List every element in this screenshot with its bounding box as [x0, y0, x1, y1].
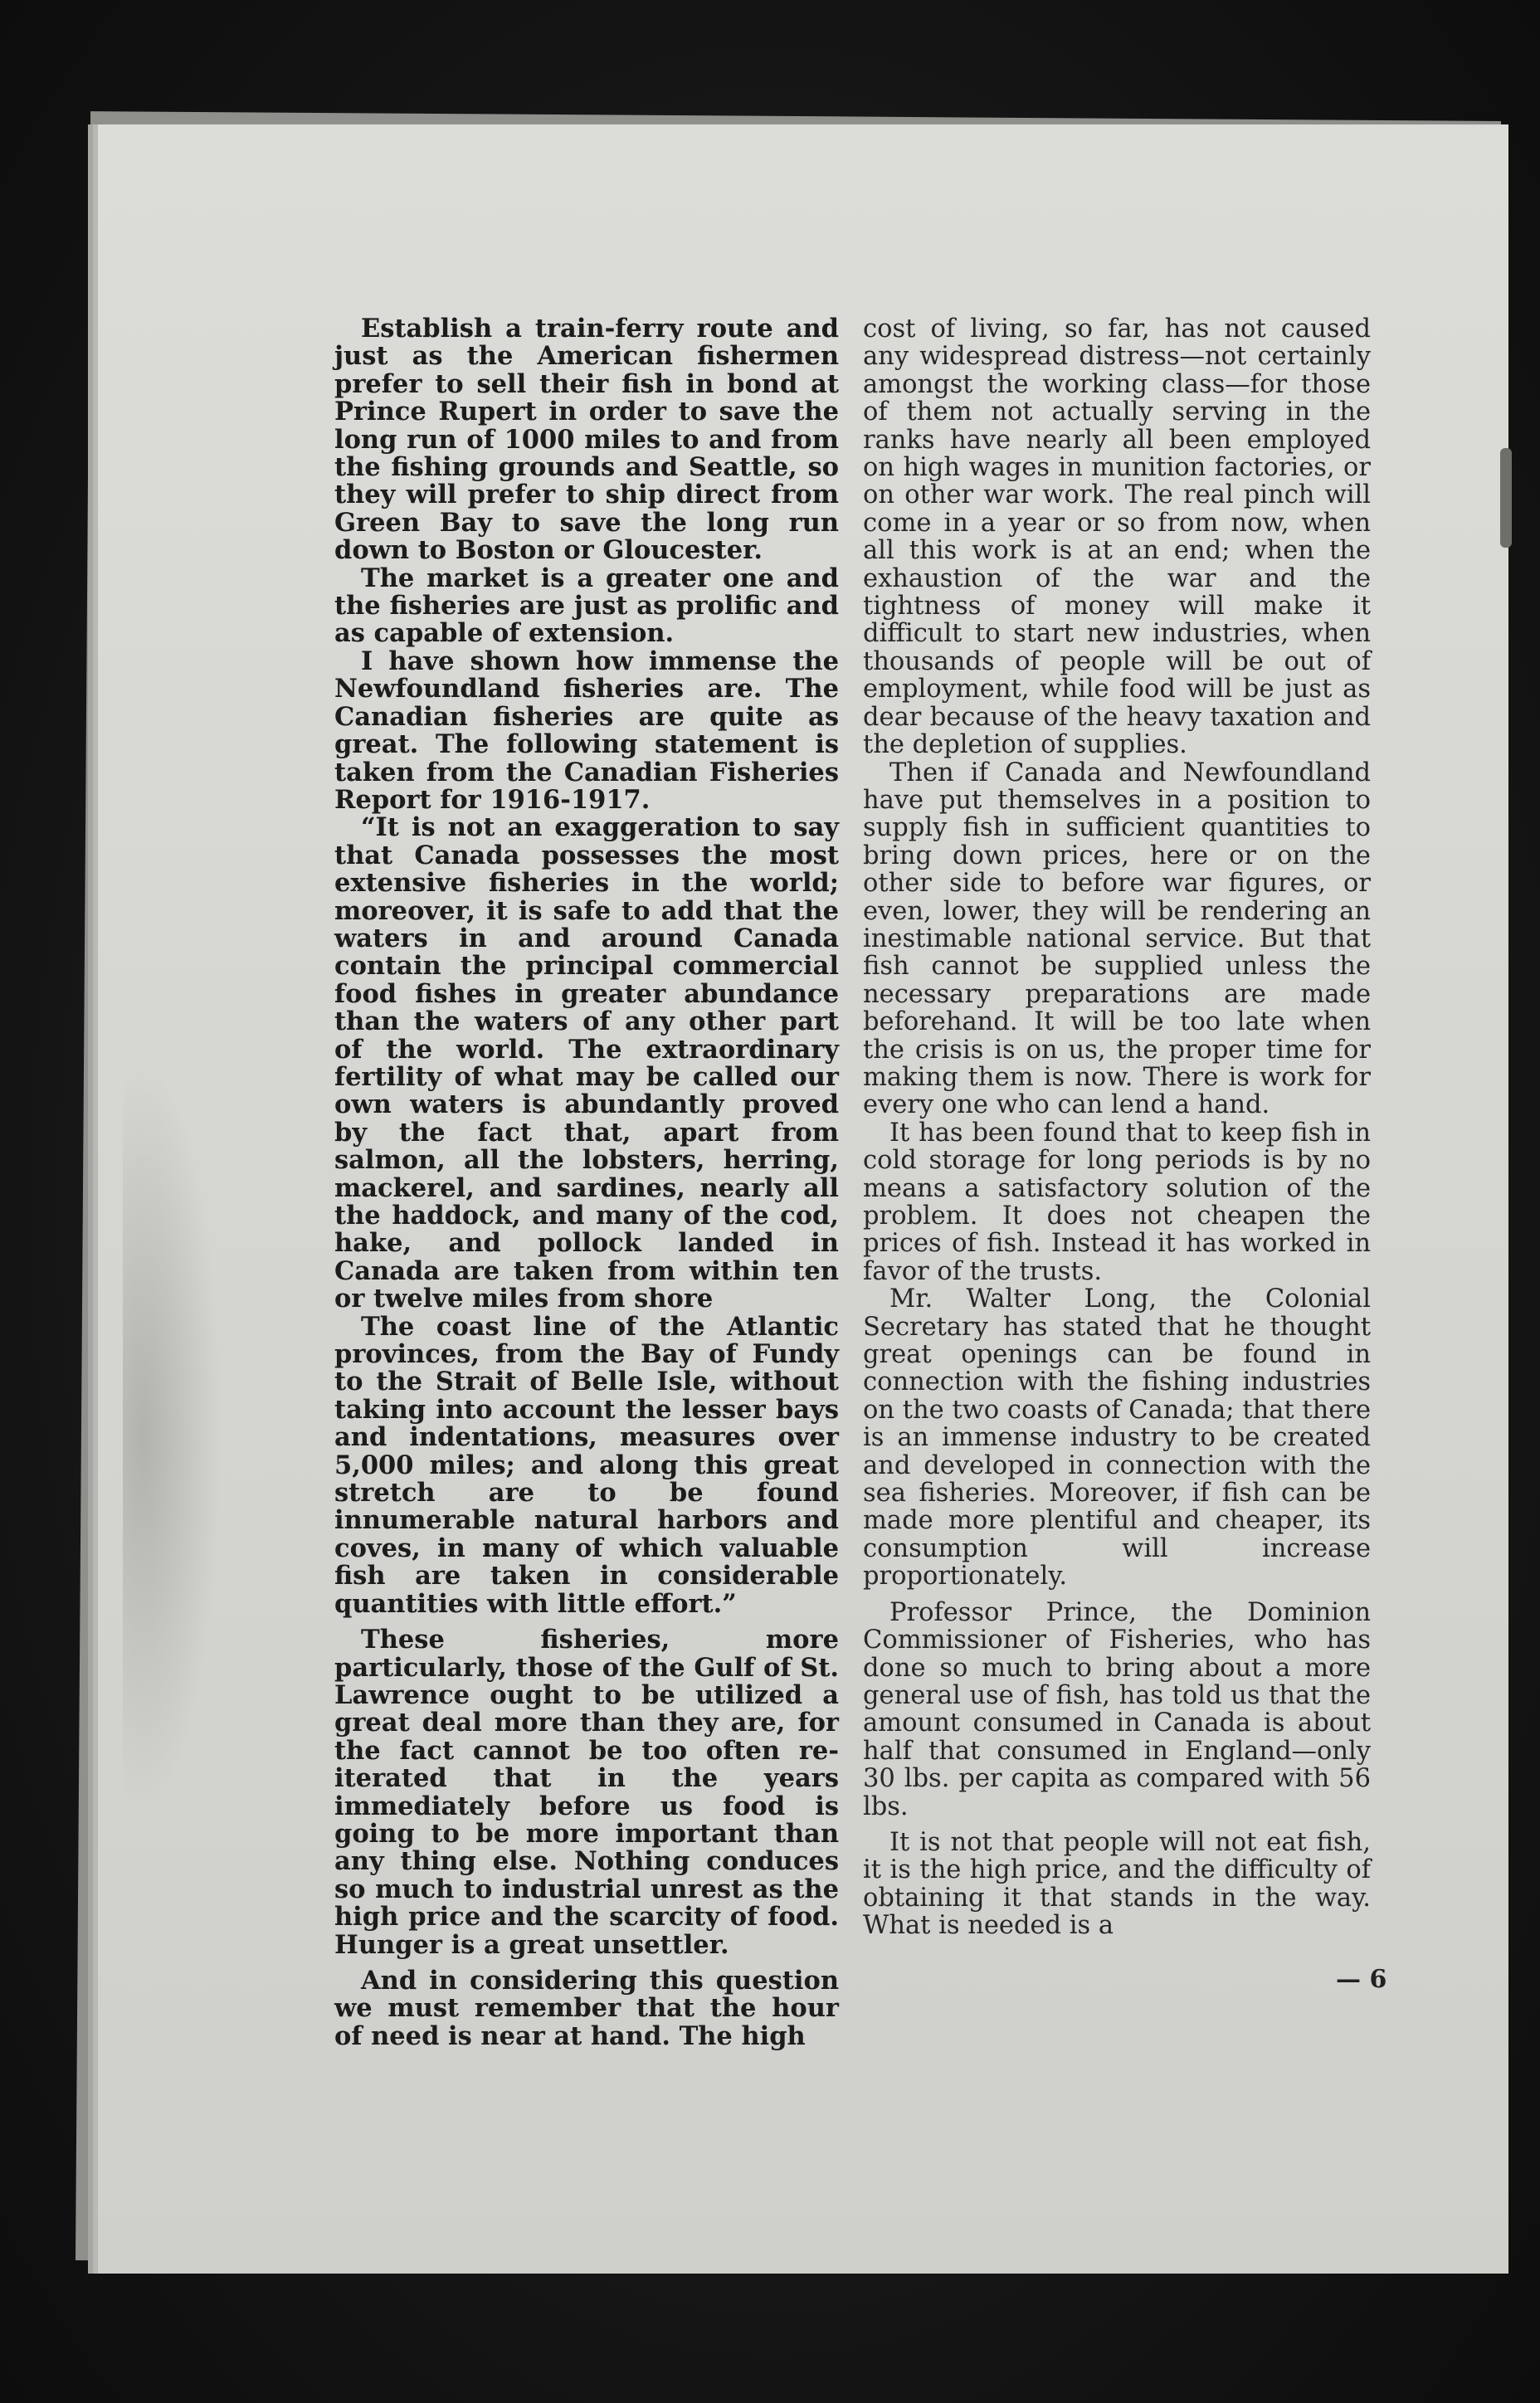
paragraph: It is not that people will not eat fish, it is the high price, and the difficulty of obtaining it that stands in the way. What is needed is a: [863, 1827, 1371, 1941]
paragraph: Then if Canada and Newfoundland have put themselves in a position to supply fish in sufficient quantities to bring down prices, here or on the other side to before war figures, or even, lower, they will be rendering an inestimable national service. But that fish cannot be supplied unless the necessary preparations are made beforehand. It will be too late when the crisis is on us, the proper time for making them is now. There is work for every one who can lend a hand.: [863, 758, 1371, 1120]
paragraph: And in considering this question we must remember that the hour of need is near at hand. The high: [334, 1965, 839, 2051]
page-number: — 6: [1336, 1965, 1387, 1994]
paragraph: Professor Prince, the Dominion Commissioner of Fisheries, who has done so much to bring about a more general use of fish, has told us that the amount consumed in Canada is about half that consumed in England—only 30 lbs. per capita as compared with 56 lbs.: [863, 1597, 1371, 1821]
paragraph: Mr. Walter Long, the Colonial Secretary has stated that he thought great openings can be found in connection with the fishing industries on the two coasts of Canada; that there is an immense industry to be created and developed in connection with the sea fisheries. Moreover, if fish can be made more plentiful and cheaper, its consumption will increase proportionately.: [863, 1284, 1371, 1591]
paragraph: The market is a greater one and the fisheries are just as prolific and as capable of extension.: [334, 563, 839, 649]
left-column: [334, 315, 839, 2050]
water-stain: [123, 1062, 222, 1809]
right-column: [863, 315, 1371, 1940]
paragraph: The coast line of the Atlantic provinces, from the Bay of Fundy to the Strait of Belle Isle, without taking into account the lesser bays and indentations, measures over 5,000 miles; and along this great stretch are to be found innumerable natural harbors and coves, in many of which valuable fish are taken in considerable quantities with little effort.”: [334, 1311, 839, 1619]
paragraph: “It is not an exaggeration to say that Canada possesses the most extensive fisheries in the world; moreover, it is safe to add that the waters in and around Canada contain the principal commercial food fishes in greater abundance than the waters of any other part of the world. The extraordinary fertility of what may be called our own waters is abundantly proved by the fact that, apart from salmon, all the lobsters, herring, mackerel, and sardines, nearly all the haddock, and many of the cod, hake, and pollock landed in Canada are taken from within ten or twelve miles from shore: [334, 812, 839, 1314]
paragraph: These fisheries, more particularly, those of the Gulf of St. Lawrence ought to be utilized a great deal more than they are, for the fact cannot be too often re-iterated that in the years immediately before us food is going to be more important than any thing else. Nothing conduces so much to industrial unrest as the high price and the scarcity of food. Hunger is a great unsettler.: [334, 1625, 839, 1960]
paragraph: It has been found that to keep fish in cold storage for long periods is by no means a satisfactory solution of the problem. It does not cheapen the prices of fish. Instead it has worked in favor of the trusts.: [863, 1118, 1371, 1286]
paragraph: I have shown how immense the Newfoundland fisheries are. The Canadian fisheries are quite as great. The following statement is taken from the Canadian Fisheries Report for 1916-1917.: [334, 646, 839, 815]
binding-clip: [1500, 448, 1512, 548]
paragraph: Establish a train-ferry route and just as the American fishermen prefer to sell their fish in bond at Prince Rupert in order to save the long run of 1000 miles to and from the fishing grounds and Seattle, so they will prefer to ship direct from Green Bay to save the long run down to Boston or Gloucester.: [334, 314, 839, 566]
paragraph: cost of living, so far, has not caused any widespread distress—not certainly amongst the working class—for those of them not actually serving in the ranks have nearly all been employed on high wages in munition factories, or on other war work. The real pinch will come in a year or so from now, when all this work is at an end; when the exhaustion of the war and the tightness of money will make it difficult to start new industries, when thousands of people will be out of employment, while food will be just as dear because of the heavy taxation and the depletion of supplies.: [863, 314, 1371, 760]
